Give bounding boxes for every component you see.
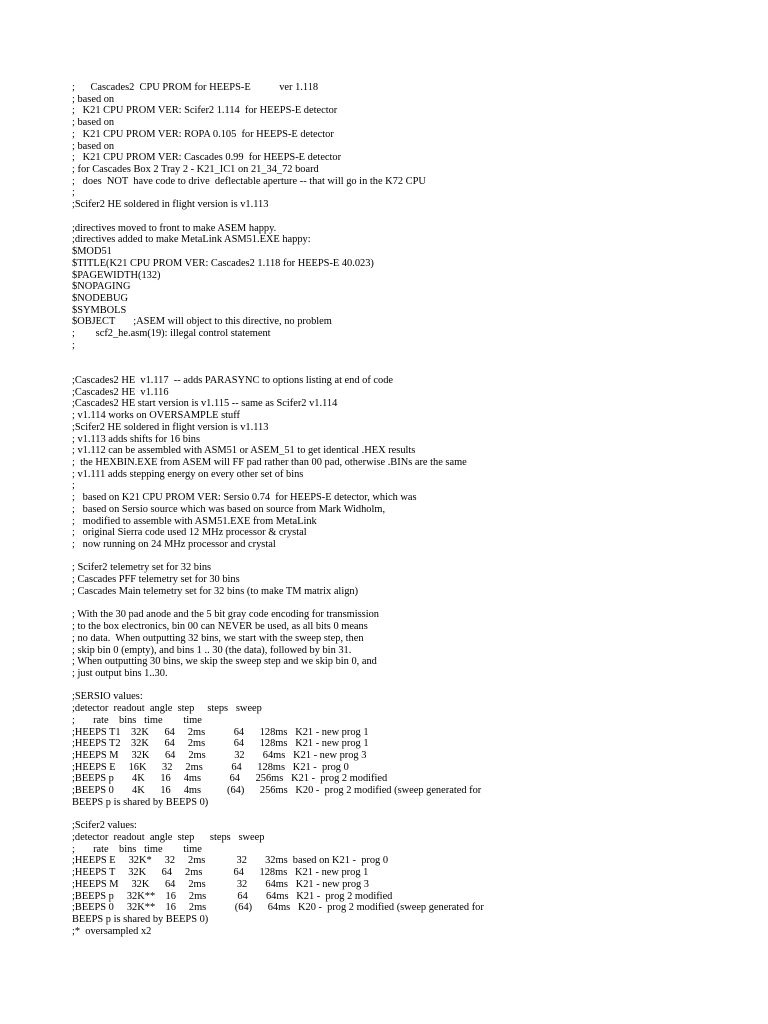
listing-line: ;BEEPS p 32K** 16 2ms 64 64ms K21 - prog 2 modified <box>72 890 393 902</box>
listing-line: $OBJECT ;ASEM will object to this directive, no problem <box>72 316 332 328</box>
listing-line: ; scf2_he.asm(19): illegal control statement <box>72 328 271 340</box>
listing-line: ; based on <box>72 117 115 129</box>
listing-line: ; original Sierra code used 12 MHz processor & crystal <box>72 527 307 539</box>
listing-line <box>72 680 762 692</box>
listing-line <box>72 363 762 375</box>
listing-line: ;Cascades2 HE start version is v1.115 -- same as Scifer2 v1.114 <box>72 398 338 410</box>
listing-line: ;HEEPS E 32K* 32 2ms 32 32ms based on K21 - prog 0 <box>72 855 389 867</box>
listing-line <box>72 211 762 223</box>
listing-line: ; for Cascades Box 2 Tray 2 - K21_IC1 on 21_34_72 board <box>72 164 319 176</box>
listing-line: ;Scifer2 HE soldered in flight version is v1.113 <box>72 421 269 433</box>
listing-line: ; based on <box>72 93 115 105</box>
listing-line: ; no data. When outputting 32 bins, we start with the sweep step, then <box>72 632 364 644</box>
listing-line: ;BEEPS 0 4K 16 4ms (64) 256ms K20 - prog 2 modified (sweep generated for <box>72 785 482 797</box>
listing-line: ;HEEPS T2 32K 64 2ms 64 128ms K21 - new prog 1 <box>72 738 369 750</box>
listing-line: $NOPAGING <box>72 281 131 293</box>
listing-line: ; rate bins time time <box>72 843 202 855</box>
listing-line: BEEPS p is shared by BEEPS 0) <box>72 914 209 926</box>
listing-line: ; Cascades PFF telemetry set for 30 bins <box>72 574 240 586</box>
listing-line: ; modified to assemble with ASM51.EXE from MetaLink <box>72 515 317 527</box>
listing-line: ; Cascades Main telemetry set for 32 bins (to make TM matrix align) <box>72 585 359 597</box>
listing-line: $NODEBUG <box>72 292 128 304</box>
listing-line: ;BEEPS p 4K 16 4ms 64 256ms K21 - prog 2 modified <box>72 773 388 785</box>
listing-line: ; v1.114 works on OVERSAMPLE stuff <box>72 410 240 422</box>
listing-line: ; <box>72 480 75 492</box>
listing-line: ; Cascades2 CPU PROM for HEEPS-E ver 1.118 <box>72 82 319 93</box>
listing-line: ; v1.113 adds shifts for 16 bins <box>72 433 201 445</box>
listing-line: BEEPS p is shared by BEEPS 0) <box>72 796 209 808</box>
listing-line: ; skip bin 0 (empty), and bins 1 .. 30 (the data), followed by bin 31. <box>72 644 352 656</box>
listing-line: ; K21 CPU PROM VER: ROPA 0.105 for HEEPS-E detector <box>72 128 334 140</box>
listing-line <box>72 551 762 563</box>
listing-line: ;BEEPS 0 32K** 16 2ms (64) 64ms K20 - prog 2 modified (sweep generated for <box>72 902 484 914</box>
listing-line: $PAGEWIDTH(132) <box>72 269 161 281</box>
listing-line: ; Scifer2 telemetry set for 32 bins <box>72 562 212 574</box>
listing-line: ;HEEPS M 32K 64 2ms 32 64ms K21 - new prog 3 <box>72 878 370 890</box>
listing-line: ; rate bins time time <box>72 714 202 726</box>
listing-line: ; does NOT have code to drive deflectable aperture -- that will go in the K72 CPU <box>72 175 426 187</box>
listing-line: ;directives moved to front to make ASEM happy. <box>72 222 277 234</box>
listing-line: ; the HEXBIN.EXE from ASEM will FF pad rather than 00 pad, otherwise .BINs are the same <box>72 457 467 468</box>
listing-line: ;Scifer2 HE soldered in flight version is v1.113 <box>72 199 269 211</box>
listing-line: ; <box>72 339 75 351</box>
listing-line: ; K21 CPU PROM VER: Scifer2 1.114 for HEEPS-E detector <box>72 105 338 117</box>
listing-line: ;HEEPS M 32K 64 2ms 32 64ms K21 - new prog 3 <box>72 749 367 761</box>
listing-line <box>72 352 762 364</box>
listing-line: ; K21 CPU PROM VER: Cascades 0.99 for HEEPS-E detector <box>72 152 342 164</box>
listing-line: ; v1.112 can be assembled with ASM51 or ASEM_51 to get identical .HEX results <box>72 445 416 457</box>
assembly-source-listing <box>72 82 762 937</box>
listing-line: ;* oversampled x2 <box>72 925 152 937</box>
listing-line: ; When outputting 30 bins, we skip the sweep step and we skip bin 0, and <box>72 656 377 668</box>
listing-line: ;SERSIO values: <box>72 691 143 703</box>
listing-line: ; With the 30 pad anode and the 5 bit gray code encoding for transmission <box>72 609 379 621</box>
listing-line: ;HEEPS E 16K 32 2ms 64 128ms K21 - prog 0 <box>72 761 349 773</box>
listing-line: $MOD51 <box>72 246 112 258</box>
listing-line: ; <box>72 187 75 199</box>
listing-line: $TITLE(K21 CPU PROM VER: Cascades2 1.118 for HEEPS-E 40.023) <box>72 257 374 269</box>
listing-line: ;Cascades2 HE v1.117 -- adds PARASYNC to options listing at end of code <box>72 374 394 386</box>
listing-line: ;directives added to make MetaLink ASM51.EXE happy: <box>72 234 311 246</box>
listing-line: ;HEEPS T 32K 64 2ms 64 128ms K21 - new prog 1 <box>72 867 369 879</box>
listing-line: $SYMBOLS <box>72 304 127 316</box>
listing-line: ; based on K21 CPU PROM VER: Sersio 0.74 for HEEPS-E detector, which was <box>72 492 417 504</box>
listing-line: ; to the box electronics, bin 00 can NEVER be used, as all bits 0 means <box>72 621 368 633</box>
listing-line: ;Cascades2 HE v1.116 <box>72 386 169 398</box>
listing-line <box>72 598 762 610</box>
listing-line <box>72 809 762 821</box>
listing-line: ;Scifer2 values: <box>72 820 137 832</box>
listing-line: ;detector readout angle step steps sweep <box>72 832 265 843</box>
listing-line: ; based on <box>72 140 115 152</box>
listing-line: ; based on Sersio source which was based on source from Mark Widholm, <box>72 503 386 515</box>
listing-line: ;detector readout angle step steps sweep <box>72 703 262 715</box>
listing-line: ; just output bins 1..30. <box>72 667 168 679</box>
listing-line: ; v1.111 adds stepping energy on every other set of bins <box>72 468 304 480</box>
listing-line: ;HEEPS T1 32K 64 2ms 64 128ms K21 - new prog 1 <box>72 726 369 738</box>
listing-line: ; now running on 24 MHz processor and crystal <box>72 539 276 551</box>
